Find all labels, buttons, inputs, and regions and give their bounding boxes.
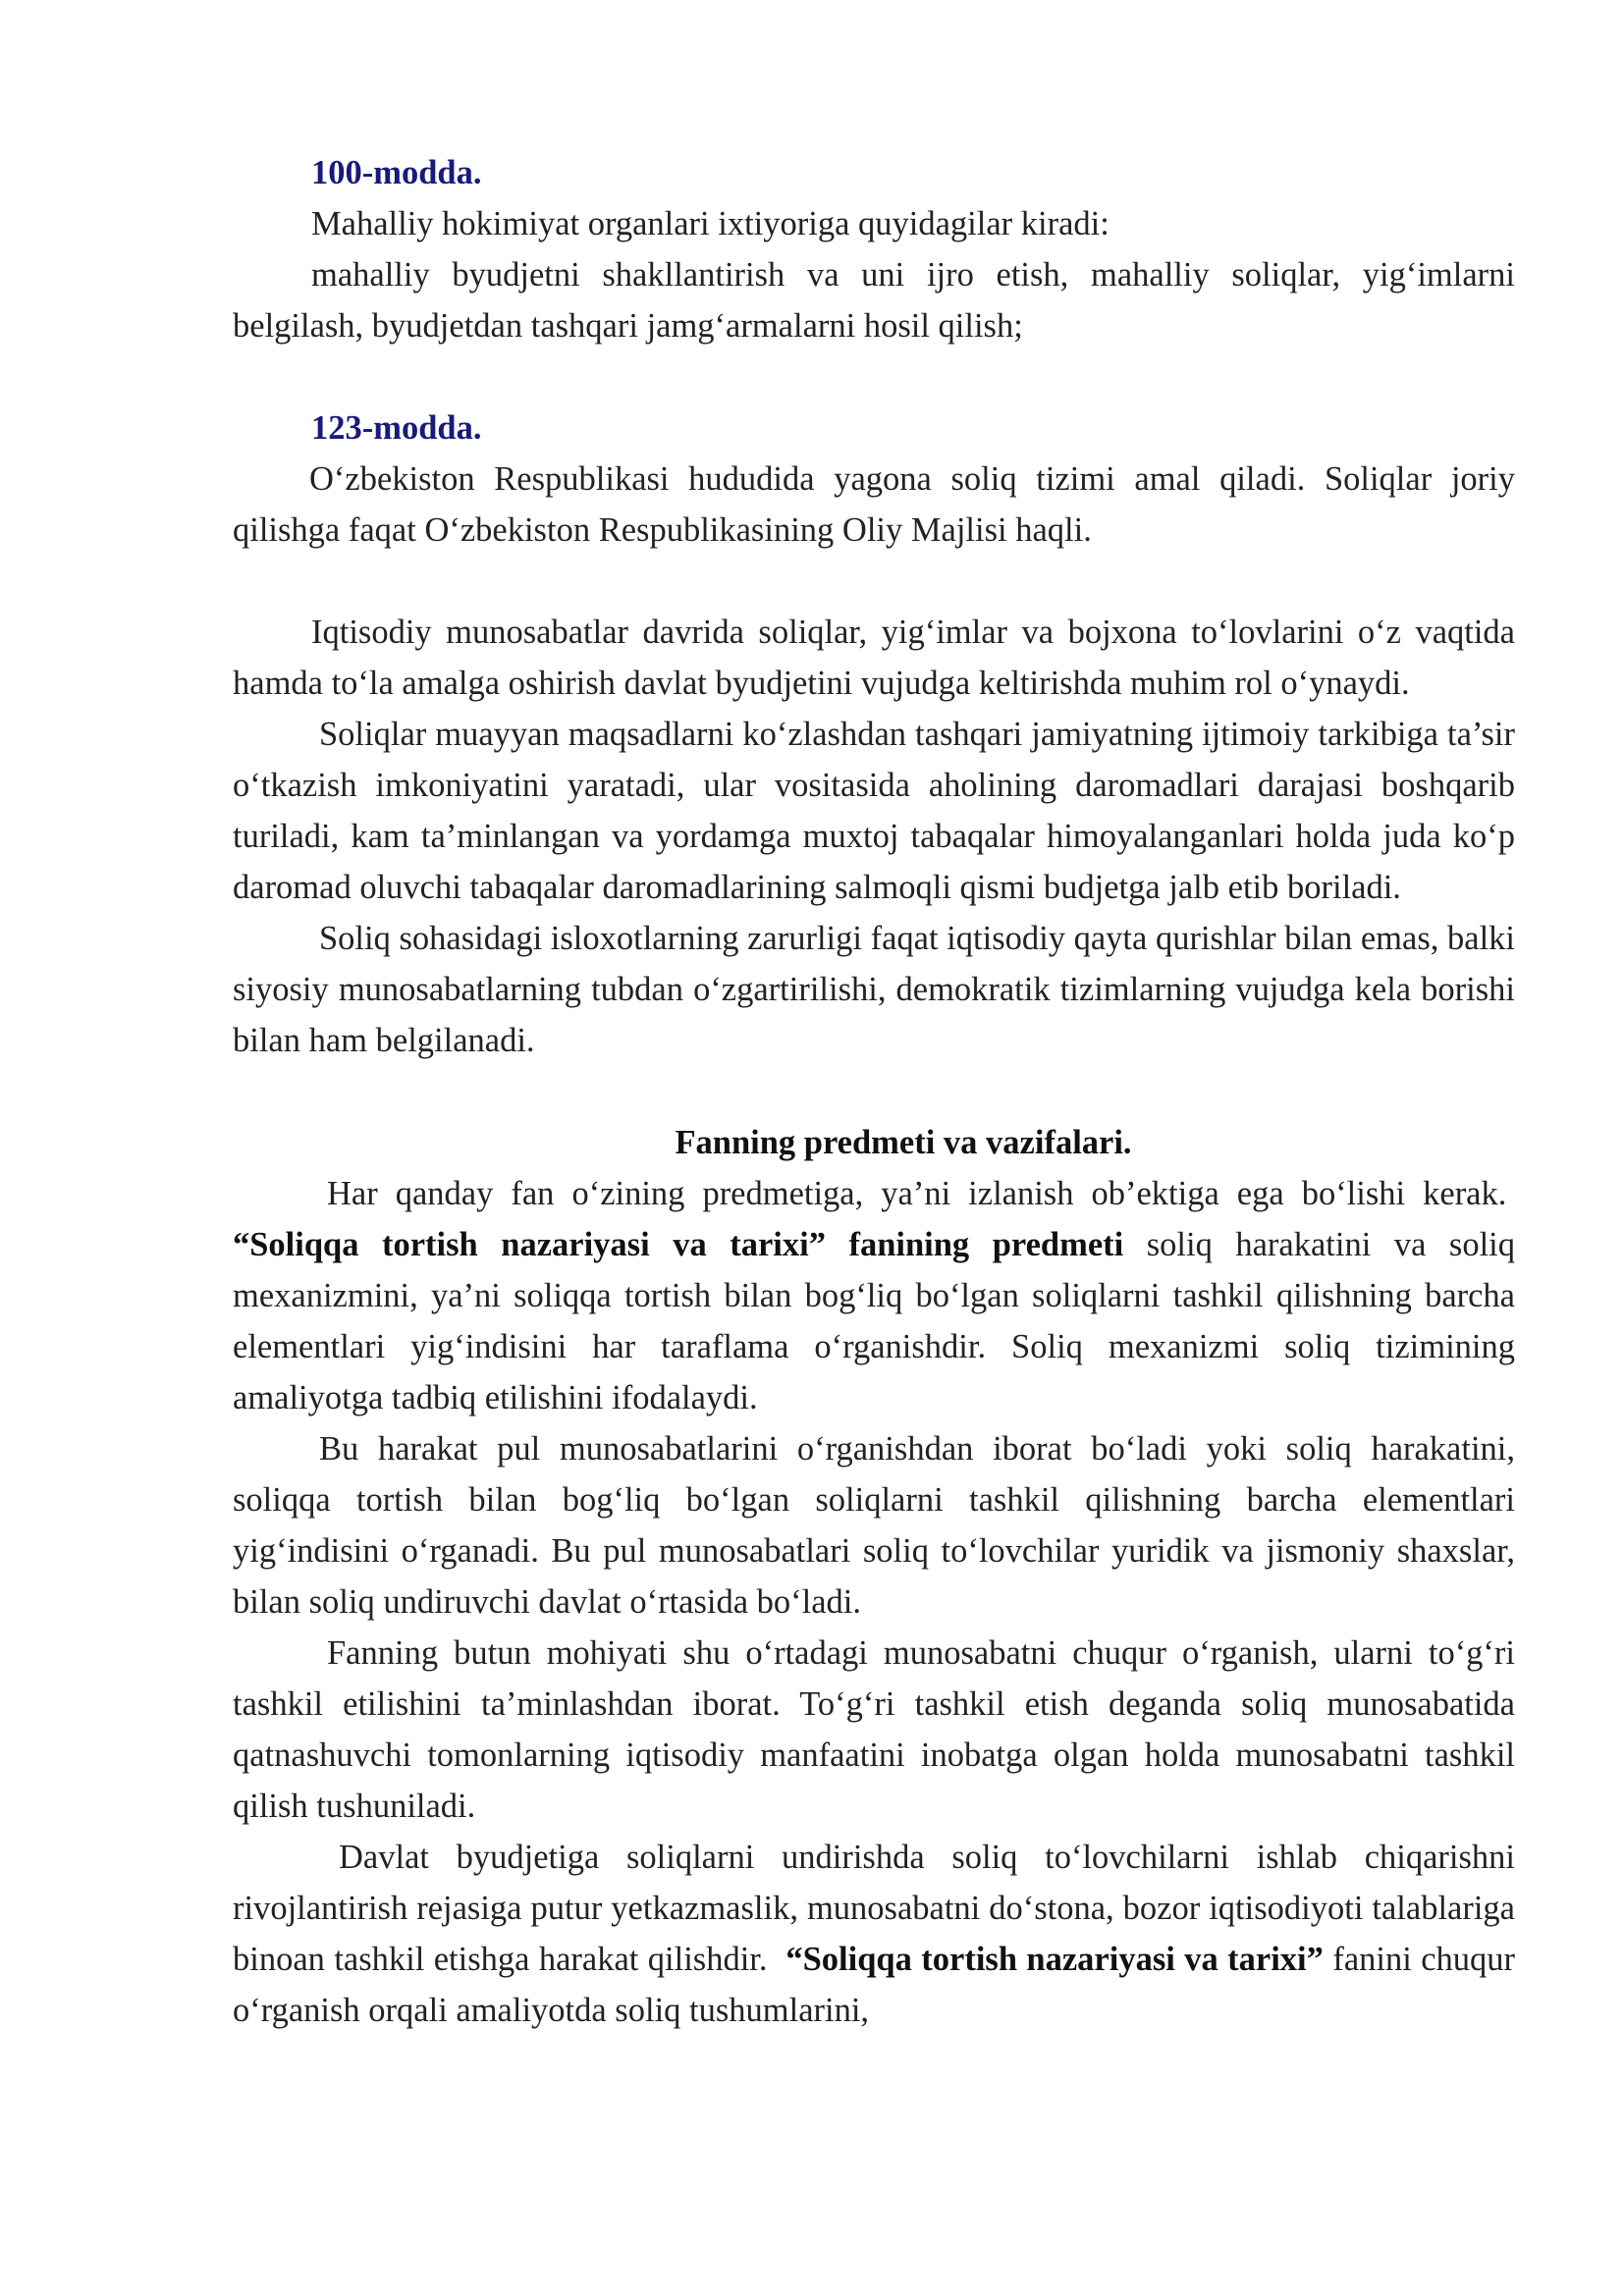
article-100-item: mahalliy byudjetni shakllantirish va uni ijro etish, mahalliy soliqlar, yig‘imlarni belgilash, byudjetdan tashqari jamg‘armalarni hosil qilish; bbox=[233, 256, 1515, 345]
paragraph-money-relations: Bu harakat pul munosabatlarini o‘rganishdan iborat bo‘ladi yoki soliq harakatini, soliqqa tortish bilan bog‘liq bo‘lgan soliqlarni tashkil qilishning barcha elementlari yig‘indisini o‘rganadi. Bu pul munosabatlari soliq to‘lovchilar yuridik va jismoniy shaxslar, bilan soliq undiruvchi davlat o‘rtasida bo‘ladi. bbox=[233, 1430, 1515, 1621]
article-100-intro: Mahalliy hokimiyat organlari ixtiyoriga quyidagilar kiradi: bbox=[311, 205, 1110, 242]
spacer bbox=[233, 351, 1515, 402]
spacer bbox=[233, 556, 1515, 607]
budget-bold-course-name: “Soliqqa tortish nazariyasi va tarixi” bbox=[785, 1941, 1324, 1978]
subject-bold-course-name: “Soliqqa tortish nazariyasi va tarixi” fanining predmeti bbox=[233, 1226, 1124, 1263]
paragraph-tax-reforms: Soliq sohasidagi isloxotlarning zarurligi faqat iqtisodiy qayta qurishlar bilan emas, balki siyosiy munosabatlarning tubdan o‘zgartirilishi, demokratik tizimlarning vujudga kela borishi bilan ham belgilanadi. bbox=[233, 920, 1515, 1059]
paragraph-state-budget bbox=[233, 1832, 1515, 2036]
paragraph-economic-relations: Iqtisodiy munosabatlar davrida soliqlar, yig‘imlar va bojxona to‘lovlarini o‘z vaqtida hamda to‘la amalga oshirish davlat byudjetini vujudga keltirishda muhim rol o‘ynaydi. bbox=[233, 614, 1515, 702]
section-title: Fanning predmeti va vazifalari. bbox=[675, 1124, 1132, 1161]
subject-text-start: Har qanday fan o‘zining predmetiga, ya’ni izlanish ob’ektiga ega bo‘lishi kerak. bbox=[327, 1175, 1507, 1212]
article-123-text: O‘zbekiston Respublikasi hududida yagona soliq tizimi amal qiladi. Soliqlar joriy qilishga faqat O‘zbekiston Respublikasining Oliy Majlisi haqli. bbox=[233, 460, 1515, 549]
spacer bbox=[233, 1066, 1515, 1117]
budget-text-end: fanini chuqur o‘rganish orqali amaliyotda soliq tushumlarini, bbox=[233, 1941, 1516, 2029]
document-page bbox=[233, 147, 1515, 2036]
article-100-heading: 100-modda. bbox=[311, 154, 482, 191]
budget-text-start: Davlat byudjetiga soliqlarni undirishda soliq to‘lovchilarni ishlab chiqarishni rivojlantirish rejasiga putur yetkazmaslik, munosabatni do‘stona, bozor iqtisodiyoti talablariga binoan tashkil etishga harakat qilishdir. bbox=[233, 1839, 1515, 1978]
paragraph-social-structure: Soliqlar muayyan maqsadlarni ko‘zlashdan tashqari jamiyatning ijtimoiy tarkibiga ta’sir o‘tkazish imkoniyatini yaratadi, ular vositasida aholining daromadlari darajasi boshqarib turiladi, kam ta’minlangan va yordamga muxtoj tabaqalar himoyalanganlari holda juda ko‘p daromad oluvchi tabaqalar daromadlarining salmoqli qismi budjetga jalb etib boriladi. bbox=[233, 716, 1515, 906]
article-123-heading: 123-modda. bbox=[311, 409, 482, 447]
paragraph-essence: Fanning butun mohiyati shu o‘rtadagi munosabatni chuqur o‘rganish, ularni to‘g‘ri tashkil etilishini ta’minlashdan iborat. To‘g‘ri tashkil etish deganda soliq munosabatida qatnashuvchi tomonlarning iqtisodiy manfaatini inobatga olgan holda munosabatni tashkil qilish tushuniladi. bbox=[233, 1634, 1515, 1825]
subject-text-end: soliq harakatini va soliq mexanizmini, ya’ni soliqqa tortish bilan bog‘liq bo‘lgan soliqlarni tashkil qilishning barcha elementlari yig‘indisini har taraflama o‘rganishdir. Soliq mexanizmi soliq tizimining amaliyotga tadbiq etilishini ifodalaydi. bbox=[233, 1226, 1516, 1416]
paragraph-subject bbox=[233, 1168, 1515, 1423]
